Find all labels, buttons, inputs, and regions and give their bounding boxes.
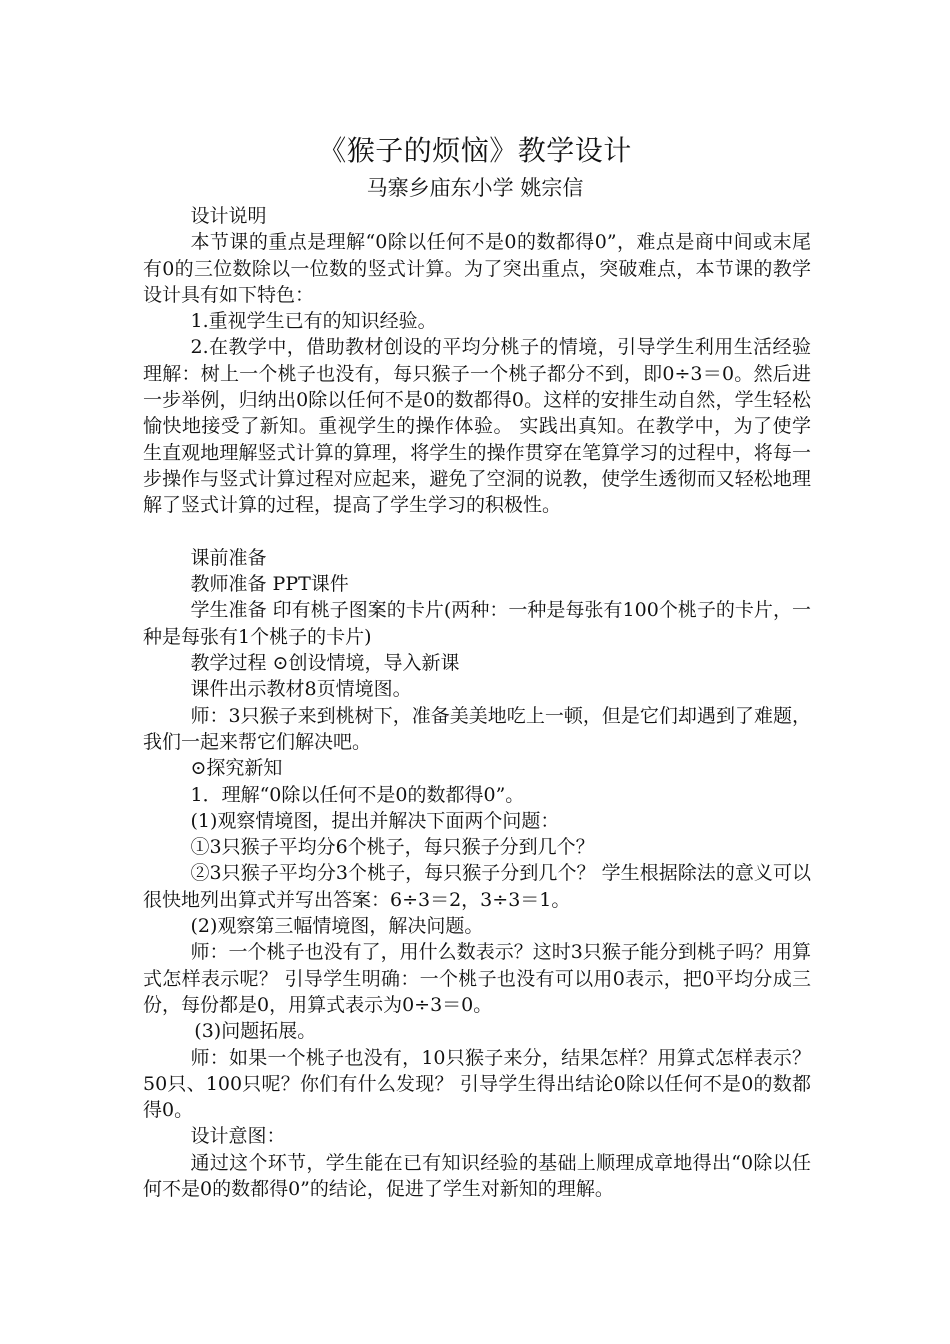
document-title: 《猴子的烦恼》教学设计 (318, 134, 632, 167)
paragraph-question-1: ①3只猴子平均分6个桃子，每只猴子分到几个？ (190, 836, 595, 859)
paragraph-teacher-prep: 教师准备 PPT课件 (190, 573, 349, 596)
paragraph-observe-2: (2)观察第三幅情境图，解决问题。 (190, 915, 484, 938)
paragraph-design-intent: 通过这个环节，学生能在已有知识经验的基础上顺理成章地得出“0除以任何不是0的数都得0”的结论，促进了学生对新知的理解。 (143, 1151, 811, 1200)
paragraph-feature-2: 2.在教学中，借助教材创设的平均分桃子的情境，引导学生利用生活经验理解：树上一个桃子也没有，每只猴子一个桃子都分不到，即0÷3＝0。然后进一步举例，归纳出0除以任何不是0的数都得0。这样的安排生动自然，学生轻松愉快地接受了新知。重视学生的操作体验。 实践出真知。在教学中，为了使学生直观地理解竖式计算的算理，将学生的操作贯穿在笔算学习的过程中，将每一步操作与竖式计算过程对应起来，避免了空洞的说教，使学生透彻而又轻松地理解了竖式计算的过程，提高了学生学习的积极性。 (143, 336, 811, 517)
document-body (143, 203, 811, 1202)
paragraph-feature-1: 1.重视学生已有的知识经验。 (190, 310, 437, 333)
document-author: 马寨乡庙东小学 姚宗信 (366, 176, 584, 200)
section-heading-process: 教学过程 ⊙创设情境，导入新课 (190, 652, 460, 675)
section-heading-design-intent: 设计意图： (190, 1125, 286, 1148)
blank-line (143, 519, 811, 545)
paragraph-teacher-zero: 师：一个桃子也没有了，用什么数表示？这时3只猴子能分到桃子吗？用算式怎样表示呢？ 引导学生明确：一个桃子也没有可以用0表示，把0平均分成三份，每份都是0，用算式表示为0÷3＝0。 (143, 941, 811, 1016)
paragraph-question-2: ②3只猴子平均分3个桃子，每只猴子分到几个？ 学生根据除法的意义可以很快地列出算式并写出答案：6÷3＝2，3÷3＝1。 (143, 862, 811, 911)
paragraph-teacher-extension: 师：如果一个桃子也没有，10只猴子来分，结果怎样？用算式怎样表示？50只、100只呢？你们有什么发现？ 引导学生得出结论0除以任何不是0的数都得0。 (143, 1046, 811, 1122)
paragraph-student-prep: 学生准备 印有桃子图案的卡片(两种：一种是每张有100个桃子的卡片，一种是每张有1个桃子的卡片) (143, 599, 811, 648)
section-heading-explore: ⊙探究新知 (190, 757, 283, 780)
section-heading-preparation: 课前准备 (190, 546, 267, 569)
section-heading-design-notes: 设计说明 (190, 205, 267, 227)
paragraph-extension: (3)问题拓展。 (194, 1020, 317, 1043)
paragraph-teacher-intro: 师：3只猴子来到桃树下，准备美美地吃上一顿，但是它们却遇到了难题，我们一起来帮它们解决吧。 (143, 704, 811, 753)
paragraph-observe-1: (1)观察情境图，提出并解决下面两个问题： (190, 809, 560, 832)
paragraph-focus-difficulty: 本节课的重点是理解“0除以任何不是0的数都得0”，难点是商中间或末尾有0的三位数除以一位数的竖式计算。为了突出重点，突破难点，本节课的教学设计具有如下特色： (143, 231, 811, 306)
paragraph-understand-zero: 1．理解“0除以任何不是0的数都得0”。 (190, 783, 525, 806)
paragraph-courseware: 课件出示教材8页情境图。 (190, 678, 412, 701)
